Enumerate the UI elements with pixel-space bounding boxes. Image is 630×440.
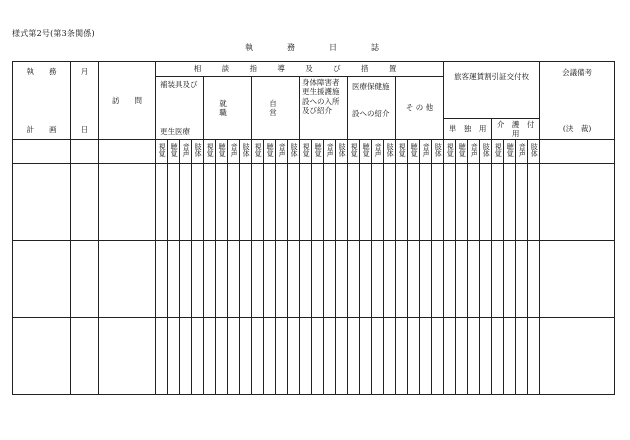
log-entry-cell[interactable] [300, 318, 312, 395]
log-entry-cell[interactable] [420, 318, 432, 395]
log-entry-cell[interactable] [516, 241, 528, 318]
log-entry-cell[interactable] [528, 164, 540, 241]
log-entry-cell[interactable] [420, 164, 432, 241]
log-entry-cell[interactable] [71, 164, 99, 241]
disability-label-cell [384, 140, 396, 164]
log-entry-cell[interactable] [384, 318, 396, 395]
log-entry-cell[interactable] [71, 241, 99, 318]
disability-label-cell [432, 140, 444, 164]
fare-tandoku: 単 独 用 [444, 119, 492, 140]
log-entry-cell[interactable] [444, 318, 456, 395]
disability-label-cell [252, 140, 264, 164]
disability-label-cell [360, 140, 372, 164]
log-entry-cell[interactable] [324, 318, 336, 395]
log-entry-cell[interactable] [336, 318, 348, 395]
disability-label: 視覚 [302, 143, 311, 158]
month-day-header [71, 62, 99, 140]
disability-label-cell [408, 140, 420, 164]
disability-label-cell [444, 140, 456, 164]
disability-label: 音声 [278, 143, 287, 158]
disability-label-cell [348, 140, 360, 164]
log-entry-cell[interactable] [276, 164, 288, 241]
disability-label-cell [324, 140, 336, 164]
log-entry-cell[interactable] [432, 164, 444, 241]
log-entry-cell[interactable] [540, 164, 615, 241]
disability-spacer [540, 140, 615, 164]
log-entry-cell[interactable] [240, 241, 252, 318]
log-entry-cell[interactable] [336, 164, 348, 241]
log-entry-cell[interactable] [204, 241, 216, 318]
shitsumu-label: 執 務 [26, 66, 57, 76]
disability-label: 視覚 [158, 143, 167, 158]
disability-label: 視覚 [446, 143, 455, 158]
log-entry-cell[interactable] [276, 241, 288, 318]
month-label: 月 [80, 66, 89, 76]
log-entry-cell[interactable] [468, 241, 480, 318]
log-entry-cell[interactable] [180, 241, 192, 318]
log-entry-cell[interactable] [228, 241, 240, 318]
log-entry-cell[interactable] [480, 164, 492, 241]
disability-label-cell [192, 140, 204, 164]
log-entry-cell[interactable] [264, 318, 276, 395]
log-entry-cell[interactable] [216, 241, 228, 318]
log-entry-cell[interactable] [468, 318, 480, 395]
disability-label-cell [336, 140, 348, 164]
log-entry-cell[interactable] [348, 318, 360, 395]
log-row-3 [13, 318, 615, 395]
log-entry-cell[interactable] [204, 164, 216, 241]
item-sonota: そ の 他 [396, 77, 444, 140]
log-entry-cell[interactable] [492, 241, 504, 318]
disability-label: 音声 [374, 143, 383, 158]
disability-label: 肢体 [434, 143, 443, 158]
item-iryou [348, 77, 396, 140]
log-entry-cell[interactable] [324, 241, 336, 318]
log-entry-cell[interactable] [252, 318, 264, 395]
log-entry-cell[interactable] [204, 318, 216, 395]
disability-label: 音声 [326, 143, 335, 158]
disability-label: 肢体 [482, 143, 491, 158]
log-entry-cell[interactable] [372, 164, 384, 241]
disability-label-cell [288, 140, 300, 164]
log-row-2 [13, 241, 615, 318]
disability-label: 肢体 [530, 143, 539, 158]
log-entry-cell[interactable] [432, 241, 444, 318]
log-entry-cell[interactable] [348, 164, 360, 241]
fare-kaigo: 介 護 付 用 [492, 119, 540, 140]
log-entry-cell[interactable] [276, 318, 288, 395]
disability-label-cell [312, 140, 324, 164]
disability-label: 肢体 [338, 143, 347, 158]
disability-spacer [71, 140, 99, 164]
log-entry-cell[interactable] [168, 164, 180, 241]
log-entry-cell[interactable] [348, 241, 360, 318]
disability-label: 音声 [470, 143, 479, 158]
disability-label: 聴覚 [410, 143, 419, 158]
disability-label-cell [396, 140, 408, 164]
log-entry-cell[interactable] [216, 164, 228, 241]
item-jiei: 自 営 [252, 77, 300, 140]
log-entry-cell[interactable] [312, 241, 324, 318]
log-entry-cell[interactable] [228, 164, 240, 241]
log-entry-cell[interactable] [528, 318, 540, 395]
log-entry-cell[interactable] [156, 164, 168, 241]
log-entry-cell[interactable] [71, 318, 99, 395]
disability-label-cell [204, 140, 216, 164]
houmon-header: 訪 問 [99, 62, 156, 140]
disability-spacer [99, 140, 156, 164]
log-entry-cell[interactable] [504, 318, 516, 395]
log-entry-cell[interactable] [180, 164, 192, 241]
duty-log-table [12, 61, 615, 395]
log-entry-cell[interactable] [492, 318, 504, 395]
log-entry-cell[interactable] [456, 164, 468, 241]
log-entry-cell[interactable] [420, 241, 432, 318]
disability-label-cell [372, 140, 384, 164]
log-entry-cell[interactable] [99, 241, 156, 318]
log-entry-cell[interactable] [456, 241, 468, 318]
log-entry-cell[interactable] [336, 241, 348, 318]
disability-label: 肢体 [242, 143, 251, 158]
log-entry-cell[interactable] [468, 164, 480, 241]
log-entry-cell[interactable] [528, 241, 540, 318]
disability-label: 聴覚 [218, 143, 227, 158]
hosougu-line2: 更生医療 [160, 126, 190, 136]
log-entry-cell[interactable] [384, 241, 396, 318]
log-entry-cell[interactable] [264, 241, 276, 318]
log-entry-cell[interactable] [324, 164, 336, 241]
disability-label: 視覚 [350, 143, 359, 158]
kessai-label: (決 裁) [562, 124, 592, 134]
disability-label-cell [156, 140, 168, 164]
log-entry-cell[interactable] [396, 318, 408, 395]
log-entry-cell[interactable] [492, 164, 504, 241]
disability-label-cell [180, 140, 192, 164]
log-entry-cell[interactable] [408, 164, 420, 241]
disability-label-cell [528, 140, 540, 164]
disability-label: 肢体 [290, 143, 299, 158]
log-entry-cell[interactable] [312, 318, 324, 395]
log-entry-cell[interactable] [99, 318, 156, 395]
log-entry-cell[interactable] [13, 164, 71, 241]
log-entry-cell[interactable] [540, 241, 615, 318]
disability-label: 音声 [182, 143, 191, 158]
log-entry-cell[interactable] [480, 318, 492, 395]
keikaku-label: 計 画 [26, 125, 57, 135]
item-shisetsu: 身体障害者更生援護施設への入所及び紹介 [300, 77, 348, 140]
disability-label: 聴覚 [458, 143, 467, 158]
header-row-1 [13, 62, 615, 77]
kaigi-header [540, 62, 615, 140]
log-entry-cell[interactable] [99, 164, 156, 241]
log-entry-cell[interactable] [372, 241, 384, 318]
disability-label-cell [480, 140, 492, 164]
log-entry-cell[interactable] [408, 318, 420, 395]
disability-spacer [13, 140, 71, 164]
log-entry-cell[interactable] [13, 241, 71, 318]
log-entry-cell[interactable] [264, 164, 276, 241]
disability-label-cell [228, 140, 240, 164]
log-entry-cell[interactable] [168, 318, 180, 395]
log-entry-cell[interactable] [180, 318, 192, 395]
log-entry-cell[interactable] [240, 318, 252, 395]
kaigi-label: 会議備考 [562, 67, 593, 77]
log-entry-cell[interactable] [456, 318, 468, 395]
log-entry-cell[interactable] [300, 164, 312, 241]
log-entry-cell[interactable] [384, 164, 396, 241]
log-entry-cell[interactable] [240, 164, 252, 241]
log-entry-cell[interactable] [432, 318, 444, 395]
log-entry-cell[interactable] [360, 318, 372, 395]
log-entry-cell[interactable] [192, 241, 204, 318]
disability-label: 肢体 [386, 143, 395, 158]
log-entry-cell[interactable] [192, 164, 204, 241]
log-entry-cell[interactable] [192, 318, 204, 395]
log-entry-cell[interactable] [516, 164, 528, 241]
log-entry-cell[interactable] [156, 241, 168, 318]
log-entry-cell[interactable] [360, 241, 372, 318]
log-entry-cell[interactable] [504, 241, 516, 318]
log-entry-cell[interactable] [288, 241, 300, 318]
log-entry-cell[interactable] [300, 241, 312, 318]
log-entry-cell[interactable] [444, 164, 456, 241]
log-entry-cell[interactable] [516, 318, 528, 395]
log-entry-cell[interactable] [216, 318, 228, 395]
log-entry-cell[interactable] [252, 241, 264, 318]
log-entry-cell[interactable] [252, 164, 264, 241]
disability-label-cell [504, 140, 516, 164]
disability-label: 聴覚 [170, 143, 179, 158]
disability-label-cell [468, 140, 480, 164]
log-entry-cell[interactable] [540, 318, 615, 395]
log-entry-cell[interactable] [480, 241, 492, 318]
disability-label: 音声 [230, 143, 239, 158]
item-hosougu [156, 77, 204, 140]
log-entry-cell[interactable] [156, 318, 168, 395]
disability-label-cell [516, 140, 528, 164]
disability-label: 聴覚 [266, 143, 275, 158]
disability-label-cell [168, 140, 180, 164]
log-entry-cell[interactable] [408, 241, 420, 318]
log-entry-cell[interactable] [288, 164, 300, 241]
disability-label: 視覚 [494, 143, 503, 158]
disability-label-cell [276, 140, 288, 164]
log-entry-cell[interactable] [13, 318, 71, 395]
disability-label: 視覚 [398, 143, 407, 158]
log-entry-cell[interactable] [504, 164, 516, 241]
day-label: 日 [80, 125, 89, 135]
iryou-line1: 医療保健施 [352, 82, 390, 91]
fare-group-header: 旅客運賃割引証交付枚 [444, 62, 540, 119]
iryou-line2: 設への紹介 [352, 108, 390, 118]
disability-label: 聴覚 [362, 143, 371, 158]
log-entry-cell[interactable] [372, 318, 384, 395]
log-entry-cell[interactable] [396, 241, 408, 318]
log-entry-cell[interactable] [444, 241, 456, 318]
log-entry-cell[interactable] [312, 164, 324, 241]
disability-label-cell [420, 140, 432, 164]
log-entry-cell[interactable] [168, 241, 180, 318]
document-title: 執 務 日 誌 [245, 43, 385, 52]
disability-label: 視覚 [206, 143, 215, 158]
log-entry-cell[interactable] [288, 318, 300, 395]
log-entry-cell[interactable] [396, 164, 408, 241]
consultation-group-header: 相 談 指 導 及 び 措 置 [156, 62, 444, 77]
log-entry-cell[interactable] [360, 164, 372, 241]
disability-label-cell [240, 140, 252, 164]
disability-label: 聴覚 [506, 143, 515, 158]
disability-label: 視覚 [254, 143, 263, 158]
disability-label-cell [492, 140, 504, 164]
form-number: 様式第2号(第3条関係) [12, 29, 95, 38]
disability-label: 音声 [422, 143, 431, 158]
disability-label: 聴覚 [314, 143, 323, 158]
log-entry-cell[interactable] [228, 318, 240, 395]
disability-row [13, 140, 615, 164]
log-row-1 [13, 164, 615, 241]
item-shuushoku: 就 職 [204, 77, 252, 140]
disability-label-cell [300, 140, 312, 164]
disability-label-cell [264, 140, 276, 164]
shitsumu-keikaku-header [13, 62, 71, 140]
disability-label-cell [456, 140, 468, 164]
disability-label: 音声 [518, 143, 527, 158]
disability-label: 肢体 [194, 143, 203, 158]
disability-label-cell [216, 140, 228, 164]
hosougu-line1: 補装具及び [160, 80, 198, 89]
